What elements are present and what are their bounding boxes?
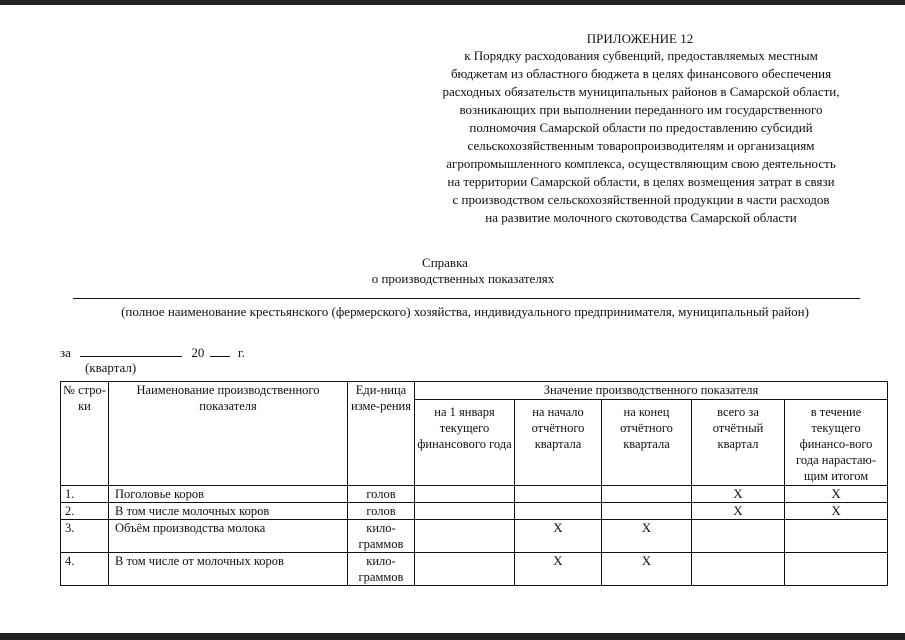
appendix-title: ПРИЛОЖЕНИЕ 12	[586, 31, 694, 46]
appendix-line: возникающих при выполнении переданного им государственного	[459, 102, 823, 117]
header-value-group: Значение производственного показателя	[415, 382, 888, 400]
document-subtitle: о производственных показателях	[371, 271, 555, 286]
value-cell[interactable]	[515, 503, 602, 520]
value-cell[interactable]	[602, 503, 692, 520]
value-cell[interactable]: X	[602, 553, 692, 586]
appendix-line: к Порядку расходования субвенций, предоставляемых местным	[464, 48, 818, 63]
row-name: Объём производства молока	[109, 520, 348, 553]
appendix-line: расходных обязательств муниципальных районов в Самарской области,	[442, 84, 840, 99]
row-number: 1.	[61, 486, 109, 503]
row-name: В том числе от молочных коров	[109, 553, 348, 586]
value-cell[interactable]: X	[785, 503, 888, 520]
appendix-line: с производством сельскохозяйственной продукции в части расходов	[452, 192, 830, 207]
document-title: Справка	[422, 255, 468, 270]
year-prefix: 20	[191, 345, 205, 360]
header-name: Наименование производственного показателя	[109, 382, 348, 486]
header-year-cumulative: в течение текущего финансо-вого года нарастаю-щим итогом	[785, 400, 888, 486]
scan-top-edge	[0, 0, 905, 5]
value-cell[interactable]: X	[602, 520, 692, 553]
organization-name-line[interactable]	[73, 298, 860, 299]
appendix-line: агропромышленного комплекса, осуществляющим свою деятельность	[446, 156, 836, 171]
production-indicators-table	[60, 381, 888, 586]
value-cell[interactable]	[415, 553, 515, 586]
quarter-blank[interactable]	[80, 344, 182, 357]
appendix-text	[396, 47, 886, 227]
value-cell[interactable]	[602, 486, 692, 503]
value-cell[interactable]	[785, 520, 888, 553]
value-cell[interactable]: X	[785, 486, 888, 503]
quarter-hint: (квартал)	[85, 360, 137, 375]
table-row	[61, 486, 888, 503]
period-prefix: за	[60, 345, 71, 360]
row-name: В том числе молочных коров	[109, 503, 348, 520]
value-cell[interactable]	[415, 520, 515, 553]
value-cell[interactable]: X	[515, 520, 602, 553]
table-row	[61, 553, 888, 586]
header-quarter-start: на начало отчётного квартала	[515, 400, 602, 486]
header-quarter-total: всего за отчётный квартал	[692, 400, 785, 486]
row-unit: голов	[348, 486, 415, 503]
row-number: 2.	[61, 503, 109, 520]
row-unit: кило-граммов	[348, 553, 415, 586]
header-quarter-end: на конец отчётного квартала	[602, 400, 692, 486]
appendix-line: сельскохозяйственным товаропроизводителям и организациям	[467, 138, 815, 153]
appendix-line: на территории Самарской области, в целях возмещения затрат в связи	[447, 174, 835, 189]
table-row	[61, 520, 888, 553]
value-cell[interactable]	[415, 503, 515, 520]
value-cell[interactable]: X	[692, 503, 785, 520]
row-unit: кило-граммов	[348, 520, 415, 553]
value-cell[interactable]	[515, 486, 602, 503]
row-number: 3.	[61, 520, 109, 553]
appendix-line: полномочия Самарской области по предоставлению субсидий	[469, 120, 813, 135]
header-number: № стро-ки	[61, 382, 109, 486]
row-name: Поголовье коров	[109, 486, 348, 503]
value-cell[interactable]: X	[692, 486, 785, 503]
scan-bottom-edge	[0, 633, 905, 640]
row-number: 4.	[61, 553, 109, 586]
header-unit: Еди-ница изме-рения	[348, 382, 415, 486]
appendix-line: бюджетам из областного бюджета в целях финансового обеспечения	[450, 66, 832, 81]
table-row	[61, 503, 888, 520]
value-cell[interactable]	[692, 553, 785, 586]
value-cell[interactable]	[415, 486, 515, 503]
value-cell[interactable]	[692, 520, 785, 553]
row-unit: голов	[348, 503, 415, 520]
header-jan1: на 1 января текущего финансового года	[415, 400, 515, 486]
year-suffix: г.	[237, 345, 246, 360]
value-cell[interactable]	[785, 553, 888, 586]
appendix-line: на развитие молочного скотоводства Самарской области	[485, 210, 797, 225]
value-cell[interactable]: X	[515, 553, 602, 586]
organization-name-hint: (полное наименование крестьянского (фермерского) хозяйства, индивидуального предпринимателя, муниципальный район)	[121, 304, 809, 319]
year-blank[interactable]	[210, 344, 230, 357]
table-header-row	[61, 382, 888, 400]
